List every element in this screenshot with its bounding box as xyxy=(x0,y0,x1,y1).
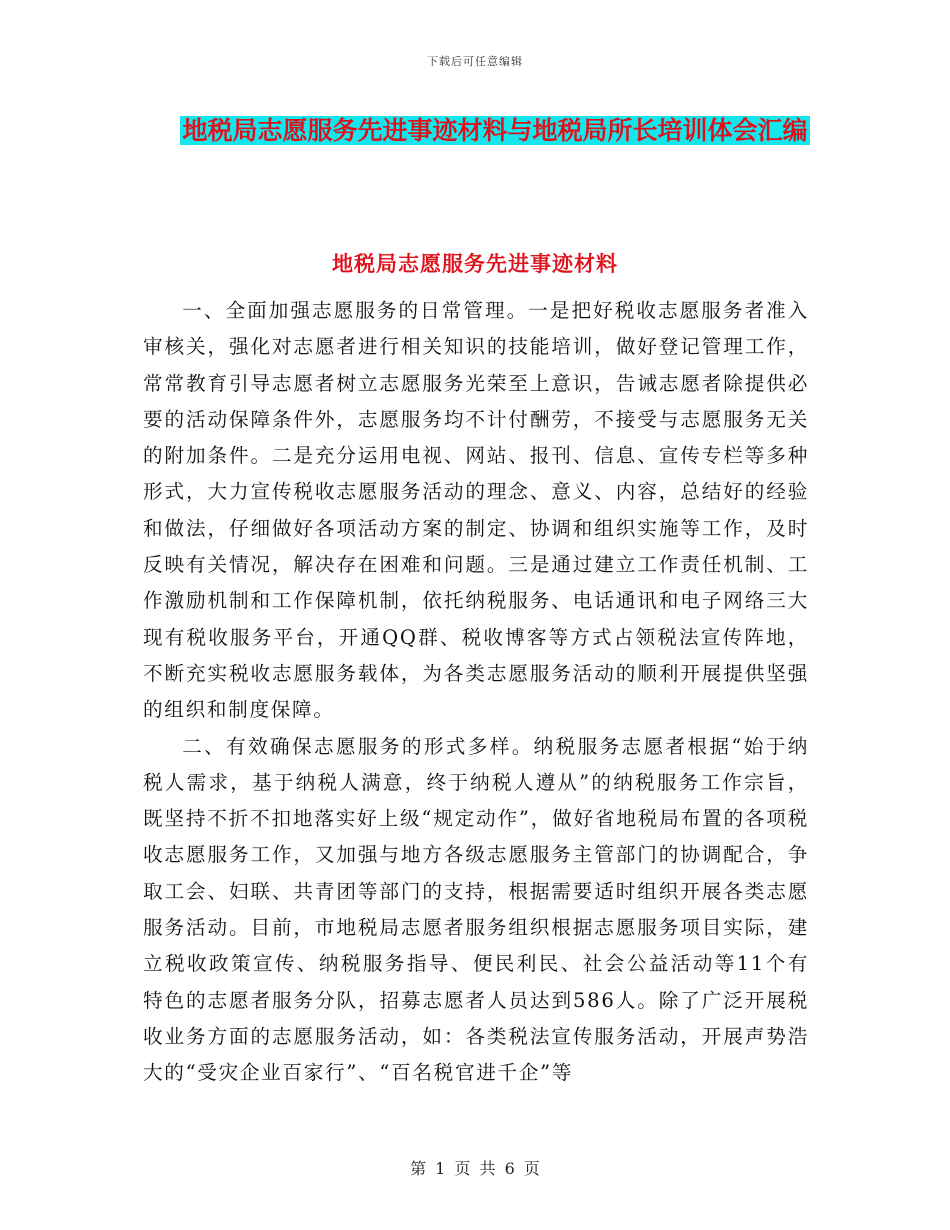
document-title-text: 地税局志愿服务先进事迹材料与地税局所长培训体会汇编 xyxy=(182,116,808,145)
section-title: 地税局志愿服务先进事迹材料 xyxy=(332,252,618,276)
page-footer: 第 1 页 共 6 页 xyxy=(410,1159,540,1178)
paragraph-1: 一、全面加强志愿服务的日常管理。一是把好税收志愿服务者准入审核关，强化对志愿者进行相关知识的技能培训，做好登记管理工作，常常教育引导志愿者树立志愿服务光荣至上意识，告诫志愿者除提供必要的活动保障条件外，志愿服务均不计付酬劳，不接受与志愿服务无关的附加条件。二是充分运用电视、网站、报刊、信息、宣传专栏等多种形式，大力宣传税收志愿服务活动的理念、意义、内容，总结好的经验和做法，仔细做好各项活动方案的制定、协调和组织实施等工作，及时反映有关情况，解决存在困难和问题。三是通过建立工作责任机制、工作激励机制和工作保障机制，依托纳税服务、电话通讯和电子网络三大现有税收服务平台，开通QQ群、税收博客等方式占领税法宣传阵地，不断充实税收志愿服务载体，为各类志愿服务活动的顺利开展提供坚强的组织和制度保障。 xyxy=(143,299,809,722)
paragraph-2: 二、有效确保志愿服务的形式多样。纳税服务志愿者根据“始于纳税人需求，基于纳税人满意，终于纳税人遵从”的纳税服务工作宗旨，既坚持不折不扣地落实好上级“规定动作”，做好省地税局布置的各项税收志愿服务工作，又加强与地方各级志愿服务主管部门的协调配合，争取工会、妇联、共青团等部门的支持，根据需要适时组织开展各类志愿服务活动。目前，市地税局志愿者服务组织根据志愿服务项目实际，建立税收政策宣传、纳税服务指导、便民利民、社会公益活动等11个有特色的志愿者服务分队，招募志愿者人员达到586人。除了广泛开展税收业务方面的志愿服务活动，如：各类税法宣传服务活动，开展声势浩大的“受灾企业百家行”、“百名税官进千企”等 xyxy=(143,734,809,1085)
body-text xyxy=(143,293,809,1092)
document-title xyxy=(150,108,840,154)
header-note: 下载后可任意编辑 xyxy=(427,55,523,68)
